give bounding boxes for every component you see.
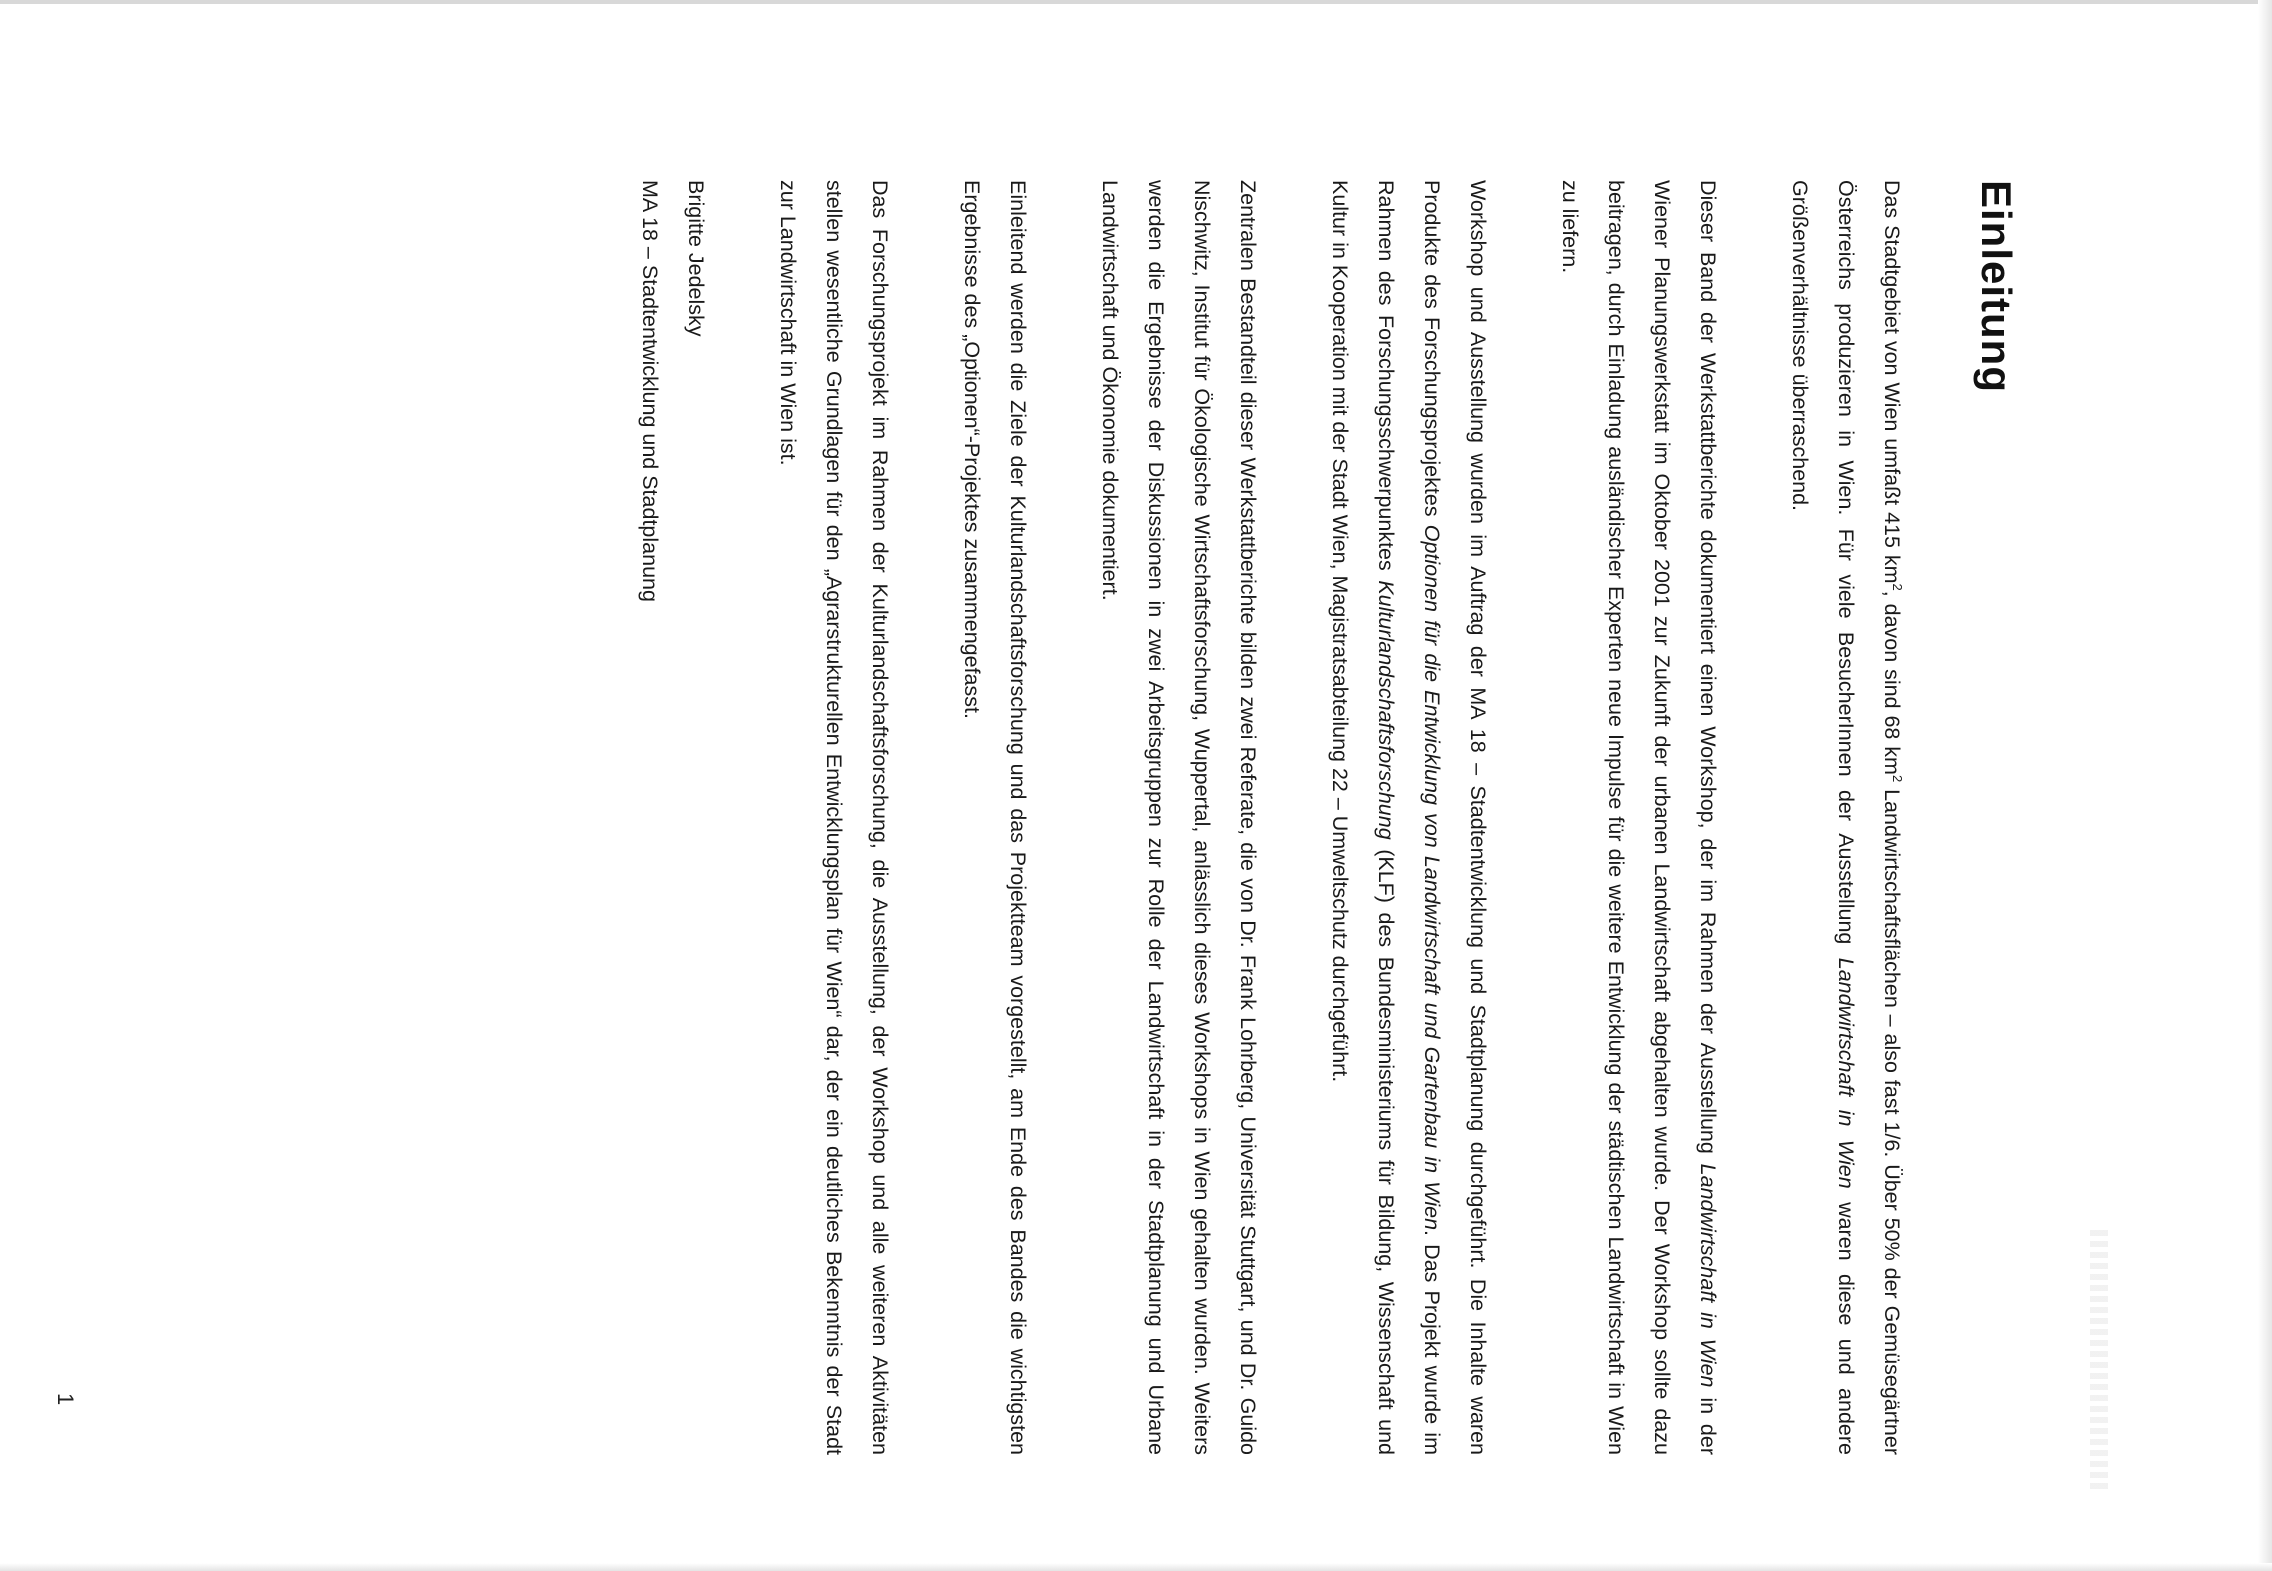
p1-text-d: waren diese und andere Größenverhältnisse überraschend. bbox=[1788, 180, 1858, 1455]
p2-text-b: in der Wiener Planungswerkstatt im Oktober 2001 zur Zukunft der urbanen Landwirtschaft abgehalten wurde. Der Workshop sollte dazu beitragen, durch Einladung ausländischer Experten neue Impulse für die weitere Entwicklung der städtischen Landwirtschaft in Wien zu liefern. bbox=[1558, 180, 1720, 1455]
p3-text-a: Workshop und Ausstellung wurden im Auftrag der MA 18 – Stadtentwicklung und Stadtplanung durchgeführt. Die Inhalte waren Produkte des Forschungsprojektes bbox=[1420, 180, 1490, 1455]
p1-text-c: Landwirtschaftsflächen – also fast 1/6. Über 50% der Gemüsegärtner Österreichs produzieren in Wien. Für viele BesucherInnen der Ausstellung bbox=[1834, 180, 1904, 1455]
p1-text-a: Das Stadtgebiet von Wien umfaßt 415 km bbox=[1880, 180, 1904, 584]
scan-bleed-mark bbox=[2090, 1230, 2108, 1490]
paragraph-4: Zentralen Bestandteil dieser Werkstattberichte bilden zwei Referate, die von Dr. Frank Lohrberg, Universität Stuttgart, und Dr. Guido Nischwitz, Institut für Ökologische Wirtschaftsforschung, Wuppertal, anlässlich dieses Workshops in Wien gehalten wurden. Weiters werden die Ergebnisse der Diskussionen in zwei Arbeitsgruppen zur Rolle der Landwirtschaft in der Stadtplanung und Urbane Landwirtschaft und Ökonomie dokumentiert. bbox=[1098, 180, 1260, 1455]
page-number: 1 bbox=[53, 1393, 78, 1406]
signature-name: Brigitte Jedelsky bbox=[684, 180, 708, 337]
p1-sup-1: 2 bbox=[1890, 583, 1906, 591]
signature-block bbox=[627, 180, 719, 1455]
signature-department: MA 18 – Stadtentwicklung und Stadtplanung bbox=[638, 180, 662, 602]
scan-edge-top bbox=[0, 0, 2272, 4]
scan-edge-right bbox=[2258, 0, 2272, 1571]
p1-emphasis: Landwirtschaft in Wien bbox=[1834, 957, 1858, 1189]
p2-emphasis: Landwirtschaft in Wien bbox=[1696, 1163, 1720, 1388]
paragraph-6: Das Forschungsprojekt im Rahmen der Kulturlandschaftsforschung, die Ausstellung, der Workshop und alle weiteren Aktivitäten stellen wesentliche Grundlagen für den „Agrarstrukturellen Entwicklungsplan für Wien“ dar, der ein deutliches Bekenntnis der Stadt zur Landwirtschaft in Wien ist. bbox=[776, 180, 892, 1455]
p2-text-a: Dieser Band der Werkstattberichte dokumentiert einen Workshop, der im Rahmen der Ausstellung bbox=[1696, 180, 1720, 1164]
page-title: Einleitung bbox=[1973, 180, 2020, 393]
document-body bbox=[627, 180, 1915, 1455]
p1-sup-2: 2 bbox=[1890, 774, 1906, 783]
p3-emphasis-2: Kulturlandschaftsforschung bbox=[1374, 580, 1398, 840]
scan-edge-bottom bbox=[0, 1563, 2272, 1571]
paragraph-2 bbox=[1547, 180, 1731, 1455]
paragraph-3 bbox=[1317, 180, 1501, 1455]
p1-text-b: , davon sind 68 km bbox=[1880, 590, 1904, 775]
p3-text-c: (KLF) des Bundesministeriums für Bildung, Wissenschaft und Kultur in Kooperation mit der Stadt Wien, Magistratsabteilung 22 – Umweltschutz durchgeführt. bbox=[1328, 180, 1398, 1455]
paragraph-1 bbox=[1777, 180, 1915, 1455]
document-page bbox=[360, 180, 2020, 1480]
p3-emphasis-1: Optionen für die Entwicklung von Landwirtschaft und Gartenbau in Wien bbox=[1420, 524, 1444, 1231]
paragraph-5: Einleitend werden die Ziele der Kulturlandschaftsforschung und das Projektteam vorgestellt, am Ende des Bandes die wichtigsten Ergebnisse des „Optionen“-Projektes zusammengefasst. bbox=[960, 180, 1030, 1455]
p3-text-b: . Das Projekt wurde im Rahmen des Forschungsschwerpunktes bbox=[1374, 180, 1444, 1455]
